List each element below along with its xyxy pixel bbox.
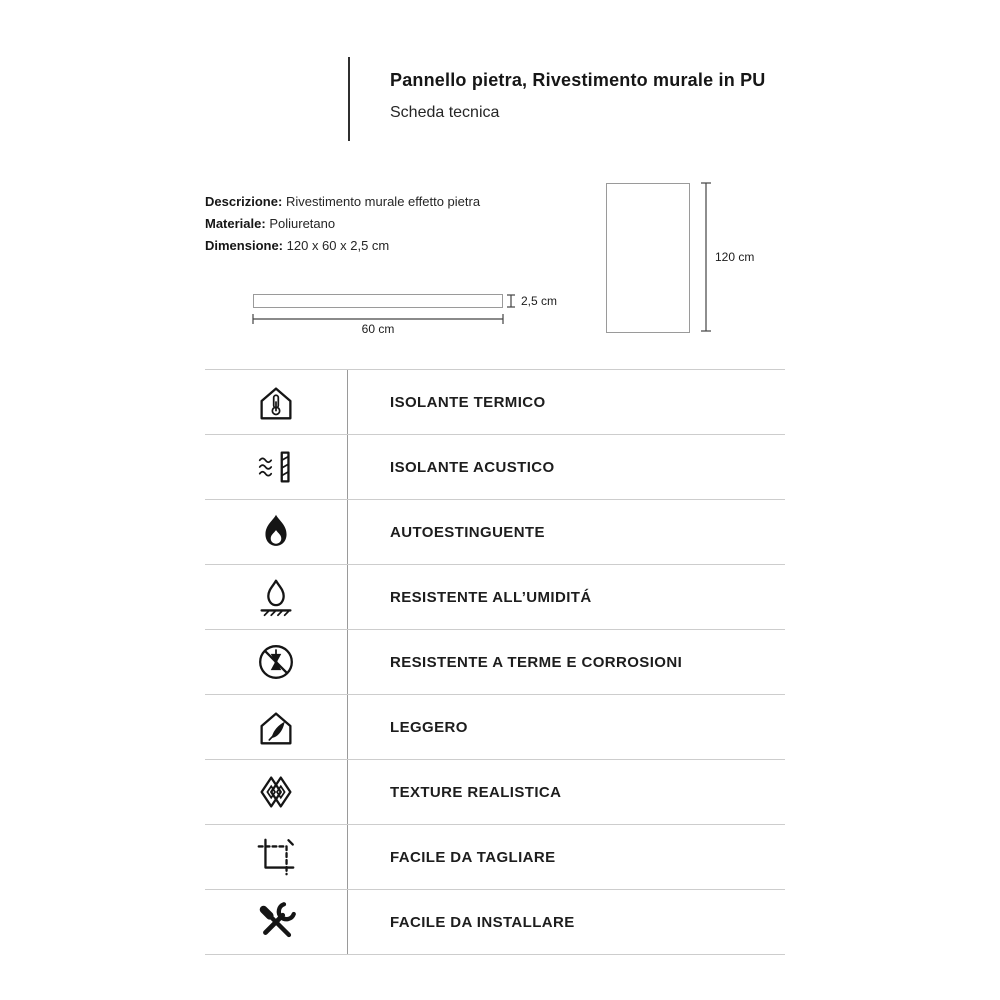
feature-label: FACILE DA TAGLIARE — [390, 848, 556, 866]
panel-side-view — [253, 294, 503, 308]
feature-row-lightweight — [205, 694, 785, 759]
spec-description-value: Rivestimento murale effetto pietra — [285, 194, 481, 209]
feature-row-humidity — [205, 564, 785, 629]
feature-row-install — [205, 889, 785, 955]
product-specs — [205, 191, 480, 257]
spec-dimension-value: 120 x 60 x 2,5 cm — [286, 238, 390, 253]
feature-row-fire — [205, 499, 785, 564]
house-thermometer-icon — [253, 379, 299, 425]
width-dimension-label: 60 cm — [361, 322, 395, 336]
feature-label: FACILE DA INSTALLARE — [390, 913, 575, 931]
flame-icon — [253, 509, 299, 555]
page-subtitle: Scheda tecnica — [390, 104, 500, 121]
feature-label: ISOLANTE TERMICO — [390, 393, 546, 411]
feature-row-termites — [205, 629, 785, 694]
diamond-texture-icon — [253, 769, 299, 815]
page-title: Pannello pietra, Rivestimento murale in PU — [390, 70, 766, 90]
no-termites-icon — [253, 639, 299, 685]
feature-row-acoustic — [205, 434, 785, 499]
spec-description-label: Descrizione: — [205, 194, 283, 209]
feature-label: ISOLANTE ACUSTICO — [390, 458, 555, 476]
panel-front-view — [606, 183, 690, 333]
thickness-dimension-label: 2,5 cm — [521, 294, 558, 308]
feature-label: RESISTENTE ALL’UMIDITÁ — [390, 588, 592, 606]
spec-material — [205, 213, 480, 235]
spec-description — [205, 191, 480, 213]
crop-cut-icon — [253, 834, 299, 880]
soundwave-wall-icon — [253, 444, 299, 490]
spec-dimension — [205, 235, 480, 257]
feature-label: TEXTURE REALISTICA — [390, 783, 562, 801]
height-dimension-label: 120 cm — [715, 250, 755, 264]
house-feather-icon — [253, 704, 299, 750]
water-droplet-icon — [253, 574, 299, 620]
feature-label: LEGGERO — [390, 718, 468, 736]
feature-label: AUTOESTINGUENTE — [390, 523, 545, 541]
wrench-screwdriver-icon — [253, 899, 299, 945]
features-table — [205, 369, 785, 955]
header-divider — [348, 57, 350, 141]
feature-row-cut — [205, 824, 785, 889]
feature-row-texture — [205, 759, 785, 824]
spec-material-value: Poliuretano — [269, 216, 336, 231]
feature-label: RESISTENTE A TERME E CORROSIONI — [390, 653, 683, 671]
spec-dimension-label: Dimensione: — [205, 238, 284, 253]
spec-material-label: Materiale: — [205, 216, 266, 231]
feature-row-thermal — [205, 369, 785, 434]
